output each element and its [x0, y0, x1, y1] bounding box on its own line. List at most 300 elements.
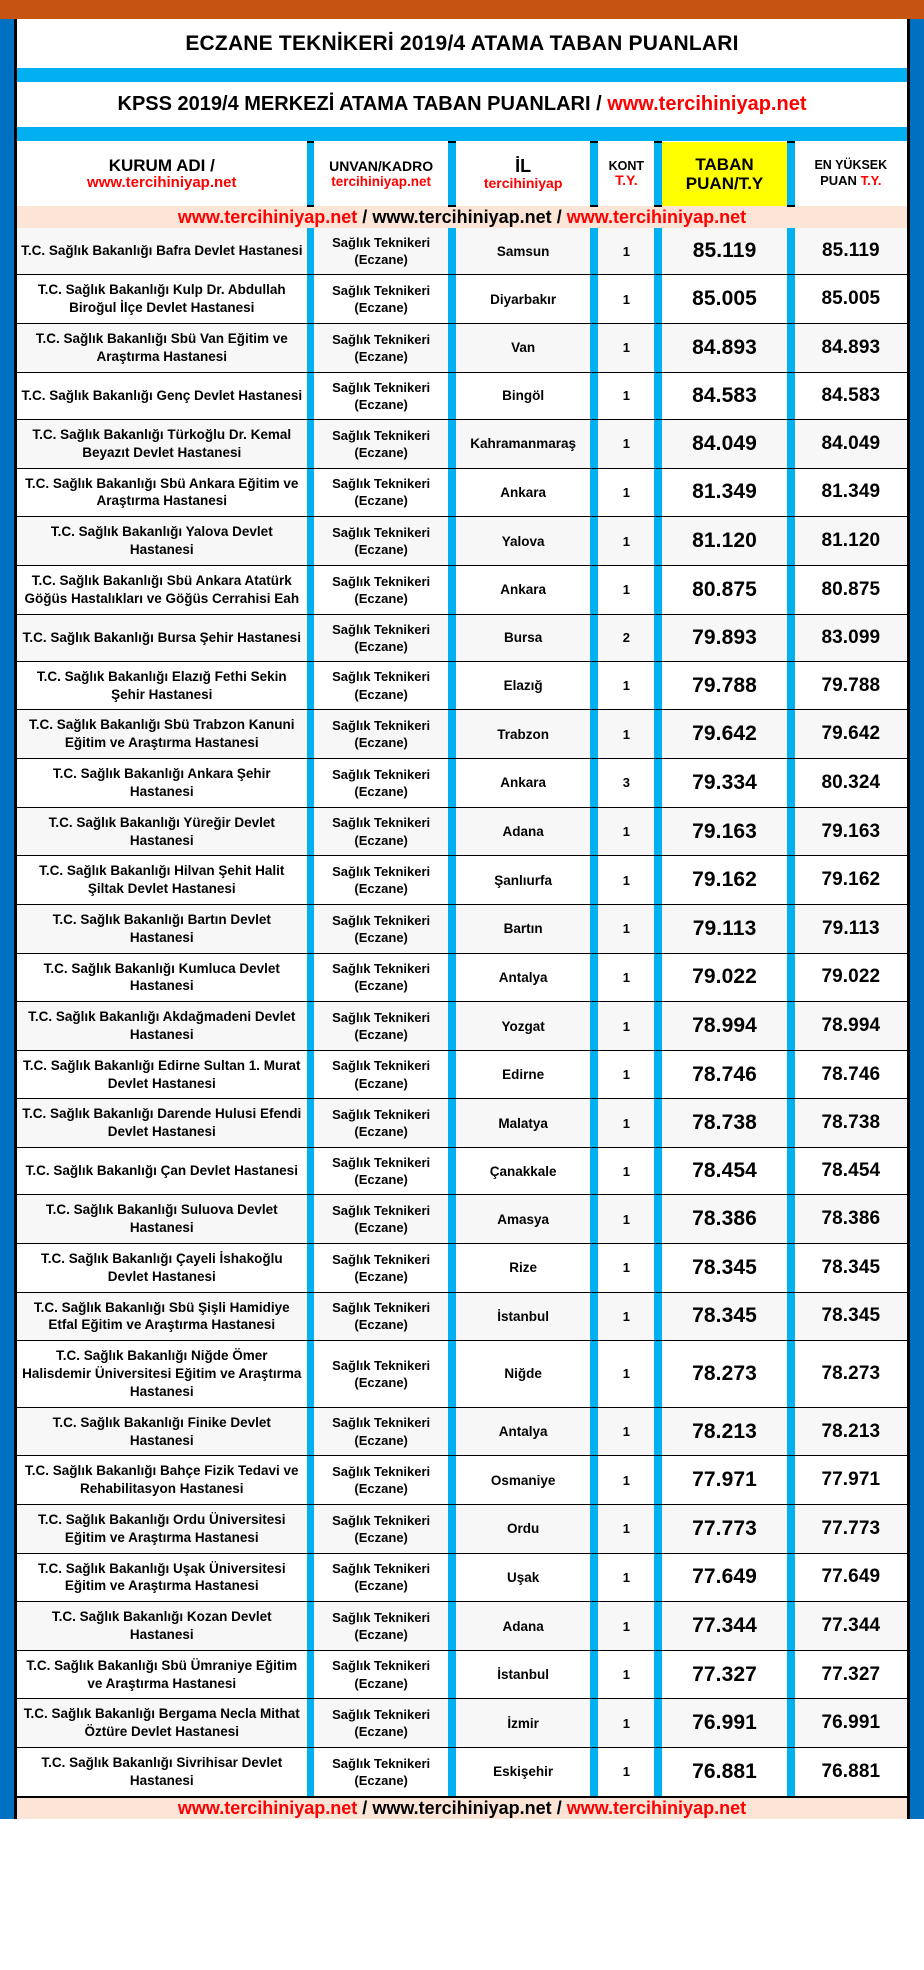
left-blue-rail [0, 19, 14, 1819]
cell-taban-puan: 79.022 [662, 953, 787, 1002]
kont-header-line1: KONT [608, 159, 645, 174]
column-separator [448, 661, 456, 710]
cell-unvan: Sağlık Teknikeri (Eczane) [314, 807, 448, 856]
cell-unvan: Sağlık Teknikeri (Eczane) [314, 1748, 448, 1797]
promo-link-3[interactable]: www.tercihiniyap.net [566, 1797, 747, 1818]
table-row [17, 1148, 907, 1195]
cell-kont: 1 [598, 661, 654, 710]
cell-kurum: T.C. Sağlık Bakanlığı Sivrihisar Devlet Hastanesi [17, 1748, 307, 1797]
cell-taban-puan: 78.454 [662, 1148, 787, 1195]
cell-il: Elazığ [456, 661, 591, 710]
column-separator [307, 1456, 315, 1505]
table-row [17, 517, 907, 566]
column-separator [307, 904, 315, 953]
table-row [17, 324, 907, 373]
table-row [17, 904, 907, 953]
cell-en-yuksek-puan: 78.994 [795, 1002, 907, 1051]
cell-en-yuksek-puan: 76.991 [795, 1699, 907, 1748]
column-separator [787, 1341, 795, 1407]
column-separator [590, 1602, 598, 1651]
cell-taban-puan: 79.642 [662, 710, 787, 759]
column-separator [590, 468, 598, 517]
column-separator [448, 1553, 456, 1602]
column-separator [448, 420, 456, 469]
column-separator [448, 1099, 456, 1148]
column-separator [307, 1195, 315, 1244]
column-separator [590, 1504, 598, 1553]
cell-kont: 1 [598, 1292, 654, 1341]
cell-en-yuksek-puan: 78.746 [795, 1050, 907, 1099]
column-separator [590, 1748, 598, 1797]
cell-il: Osmaniye [456, 1456, 591, 1505]
column-separator [448, 1341, 456, 1407]
table-row [17, 275, 907, 324]
column-separator [787, 1650, 795, 1699]
taban-header-line2: PUAN/T.Y [685, 174, 764, 194]
cell-unvan: Sağlık Teknikeri (Eczane) [314, 468, 448, 517]
column-separator [590, 1002, 598, 1051]
cell-kurum: T.C. Sağlık Bakanlığı Kulp Dr. Abdullah Biroğul İlçe Devlet Hastanesi [17, 275, 307, 324]
column-separator [590, 1650, 598, 1699]
unvan-header-link[interactable]: tercihiniyap.net [331, 174, 432, 190]
cell-taban-puan: 77.971 [662, 1456, 787, 1505]
cell-kurum: T.C. Sağlık Bakanlığı Sbü Trabzon Kanuni Eğitim ve Araştırma Hastanesi [17, 710, 307, 759]
cell-en-yuksek-puan: 81.349 [795, 468, 907, 517]
column-separator [787, 807, 795, 856]
column-separator [448, 468, 456, 517]
column-separator [590, 1244, 598, 1293]
cell-unvan: Sağlık Teknikeri (Eczane) [314, 420, 448, 469]
cyan-divider-bottom [17, 127, 907, 141]
table-row [17, 1050, 907, 1099]
cell-kurum: T.C. Sağlık Bakanlığı Bafra Devlet Hastanesi [17, 228, 307, 275]
cell-kont: 1 [598, 1504, 654, 1553]
cell-en-yuksek-puan: 77.327 [795, 1650, 907, 1699]
column-separator [448, 1602, 456, 1651]
promo-sep-2: / [551, 1797, 567, 1818]
column-separator [654, 1407, 662, 1456]
column-separator [590, 614, 598, 661]
page-subtitle [17, 82, 907, 127]
column-separator [307, 661, 315, 710]
cell-en-yuksek-puan: 79.163 [795, 807, 907, 856]
cell-kont: 1 [598, 468, 654, 517]
cell-unvan: Sağlık Teknikeri (Eczane) [314, 1292, 448, 1341]
table-row [17, 1341, 907, 1407]
column-separator [787, 661, 795, 710]
column-separator [590, 1050, 598, 1099]
table-row [17, 228, 907, 275]
cell-en-yuksek-puan: 78.738 [795, 1099, 907, 1148]
column-separator [448, 1244, 456, 1293]
column-separator [307, 1504, 315, 1553]
cell-en-yuksek-puan: 84.049 [795, 420, 907, 469]
table-row [17, 759, 907, 808]
column-separator [448, 1650, 456, 1699]
cell-kurum: T.C. Sağlık Bakanlığı Niğde Ömer Halisdemir Üniversitesi Eğitim ve Araştırma Hastanesi [17, 1341, 307, 1407]
il-header-line1: İL [515, 156, 532, 177]
table-row [17, 807, 907, 856]
column-separator [307, 1099, 315, 1148]
cell-il: Ordu [456, 1504, 591, 1553]
column-header-en-yuksek-puan [795, 142, 907, 206]
column-separator [448, 953, 456, 1002]
cell-en-yuksek-puan: 77.773 [795, 1504, 907, 1553]
column-separator [787, 324, 795, 373]
cell-en-yuksek-puan: 78.386 [795, 1195, 907, 1244]
cell-kont: 1 [598, 807, 654, 856]
cell-kont: 1 [598, 710, 654, 759]
column-separator [307, 856, 315, 905]
cell-taban-puan: 84.893 [662, 324, 787, 373]
enyuksek-header-line2-red: T.Y. [860, 173, 882, 189]
column-separator [787, 1099, 795, 1148]
column-separator [448, 759, 456, 808]
column-separator [787, 1002, 795, 1051]
cell-kont: 1 [598, 228, 654, 275]
cell-unvan: Sağlık Teknikeri (Eczane) [314, 614, 448, 661]
column-separator [590, 1195, 598, 1244]
cell-il: İstanbul [456, 1650, 591, 1699]
column-separator [307, 1244, 315, 1293]
column-separator [590, 1553, 598, 1602]
column-separator [448, 1148, 456, 1195]
column-separator [448, 1292, 456, 1341]
column-separator [787, 759, 795, 808]
cell-il: Bursa [456, 614, 591, 661]
top-orange-bar [0, 0, 924, 19]
page-title: ECZANE TEKNİKERİ 2019/4 ATAMA TABAN PUANLARI [17, 19, 907, 68]
column-separator [654, 1748, 662, 1797]
column-separator [448, 1195, 456, 1244]
column-separator [307, 142, 315, 206]
kurum-header-line1: KURUM ADI / [108, 156, 215, 176]
column-separator [590, 759, 598, 808]
cell-taban-puan: 78.746 [662, 1050, 787, 1099]
cell-kurum: T.C. Sağlık Bakanlığı Türkoğlu Dr. Kemal Beyazıt Devlet Hastanesi [17, 420, 307, 469]
column-separator [654, 1602, 662, 1651]
column-header-unvan [314, 142, 448, 206]
table-row [17, 1699, 907, 1748]
promo-link-2[interactable]: www.tercihiniyap.net [372, 1797, 552, 1818]
column-separator [654, 324, 662, 373]
cell-kont: 1 [598, 1244, 654, 1293]
table-row [17, 1099, 907, 1148]
cell-en-yuksek-puan: 83.099 [795, 614, 907, 661]
column-separator [654, 468, 662, 517]
column-separator [654, 904, 662, 953]
column-separator [654, 661, 662, 710]
column-separator [590, 807, 598, 856]
column-separator [654, 1002, 662, 1051]
cell-kont: 1 [598, 372, 654, 419]
cell-kont: 1 [598, 324, 654, 373]
cell-il: Uşak [456, 1553, 591, 1602]
cell-taban-puan: 85.005 [662, 275, 787, 324]
cell-kont: 3 [598, 759, 654, 808]
column-separator [787, 1456, 795, 1505]
cell-kont: 1 [598, 1195, 654, 1244]
column-separator [787, 710, 795, 759]
column-separator [448, 142, 456, 206]
column-separator [590, 661, 598, 710]
subtitle-black-text: KPSS 2019/4 MERKEZİ ATAMA TABAN PUANLARI / [117, 93, 608, 116]
cell-kont: 1 [598, 904, 654, 953]
cell-kont: 1 [598, 1650, 654, 1699]
cell-kont: 1 [598, 1099, 654, 1148]
cell-il: İzmir [456, 1699, 591, 1748]
cell-unvan: Sağlık Teknikeri (Eczane) [314, 661, 448, 710]
cell-taban-puan: 78.273 [662, 1341, 787, 1407]
promo-link-3[interactable]: www.tercihiniyap.net [566, 207, 747, 228]
column-separator [590, 228, 598, 275]
column-separator [448, 614, 456, 661]
cell-kurum: T.C. Sağlık Bakanlığı Ankara Şehir Hastanesi [17, 759, 307, 808]
column-separator [654, 1553, 662, 1602]
cell-taban-puan: 78.213 [662, 1407, 787, 1456]
column-separator [590, 1099, 598, 1148]
cell-unvan: Sağlık Teknikeri (Eczane) [314, 372, 448, 419]
cell-taban-puan: 81.349 [662, 468, 787, 517]
cell-unvan: Sağlık Teknikeri (Eczane) [314, 953, 448, 1002]
cell-unvan: Sağlık Teknikeri (Eczane) [314, 1002, 448, 1051]
column-separator [654, 614, 662, 661]
cell-il: Adana [456, 807, 591, 856]
table-row [17, 1748, 907, 1797]
promo-banner-top [17, 206, 907, 228]
cell-taban-puan: 78.994 [662, 1002, 787, 1051]
kont-header-line2: T.Y. [615, 172, 638, 189]
column-separator [787, 1195, 795, 1244]
column-separator [307, 1650, 315, 1699]
cell-en-yuksek-puan: 79.642 [795, 710, 907, 759]
column-separator [307, 372, 315, 419]
cell-kont: 1 [598, 1602, 654, 1651]
column-separator [590, 856, 598, 905]
column-separator [654, 1099, 662, 1148]
column-separator [590, 372, 598, 419]
column-separator [654, 1244, 662, 1293]
column-separator [787, 1504, 795, 1553]
table-row [17, 1456, 907, 1505]
column-separator [654, 1148, 662, 1195]
column-separator [787, 1407, 795, 1456]
cell-en-yuksek-puan: 79.788 [795, 661, 907, 710]
cell-il: Malatya [456, 1099, 591, 1148]
promo-banner-top-cell [17, 206, 907, 228]
column-separator [307, 228, 315, 275]
cyan-divider-top [17, 68, 907, 82]
cell-il: İstanbul [456, 1292, 591, 1341]
promo-link-1[interactable]: www.tercihiniyap.net [177, 207, 358, 228]
column-separator [787, 142, 795, 206]
cell-en-yuksek-puan: 85.005 [795, 275, 907, 324]
subtitle-site-link[interactable]: www.tercihiniyap.net [607, 93, 807, 116]
column-separator [654, 142, 662, 206]
column-separator [654, 759, 662, 808]
promo-sep-1: / [357, 207, 373, 228]
column-header-il [456, 142, 591, 206]
column-separator [448, 1407, 456, 1456]
column-separator [654, 1341, 662, 1407]
cell-il: Antalya [456, 1407, 591, 1456]
column-separator [787, 1602, 795, 1651]
column-separator [654, 807, 662, 856]
table-row [17, 1002, 907, 1051]
column-separator [590, 1456, 598, 1505]
cell-kurum: T.C. Sağlık Bakanlığı Çayeli İshakoğlu Devlet Hastanesi [17, 1244, 307, 1293]
cell-en-yuksek-puan: 79.162 [795, 856, 907, 905]
enyuksek-header-line2 [820, 173, 881, 188]
column-separator [448, 1050, 456, 1099]
column-separator [787, 1699, 795, 1748]
column-separator [654, 1699, 662, 1748]
table-row [17, 953, 907, 1002]
column-separator [448, 228, 456, 275]
table-row [17, 420, 907, 469]
cell-kurum: T.C. Sağlık Bakanlığı Ordu Üniversitesi Eğitim ve Araştırma Hastanesi [17, 1504, 307, 1553]
cell-unvan: Sağlık Teknikeri (Eczane) [314, 1407, 448, 1456]
column-separator [654, 1050, 662, 1099]
table-row [17, 1292, 907, 1341]
cell-kont: 1 [598, 275, 654, 324]
column-separator [448, 1504, 456, 1553]
column-separator [448, 856, 456, 905]
column-separator [787, 517, 795, 566]
cell-kurum: T.C. Sağlık Bakanlığı Darende Hulusi Efendi Devlet Hastanesi [17, 1099, 307, 1148]
column-separator [448, 710, 456, 759]
promo-link-2[interactable]: www.tercihiniyap.net [372, 207, 552, 228]
promo-link-1[interactable]: www.tercihiniyap.net [177, 1797, 358, 1818]
column-separator [307, 1553, 315, 1602]
cell-kont: 1 [598, 1456, 654, 1505]
cell-kont: 1 [598, 1407, 654, 1456]
table-body [17, 228, 907, 1797]
cell-kurum: T.C. Sağlık Bakanlığı Suluova Devlet Hastanesi [17, 1195, 307, 1244]
column-separator [590, 565, 598, 614]
frame-wrapper [0, 19, 924, 1819]
content-frame [14, 19, 910, 1819]
column-separator [307, 1292, 315, 1341]
column-separator [787, 1148, 795, 1195]
cell-kurum: T.C. Sağlık Bakanlığı Bursa Şehir Hastanesi [17, 614, 307, 661]
cell-unvan: Sağlık Teknikeri (Eczane) [314, 1148, 448, 1195]
table-row [17, 1195, 907, 1244]
cell-kurum: T.C. Sağlık Bakanlığı Kumluca Devlet Hastanesi [17, 953, 307, 1002]
cell-il: Samsun [456, 228, 591, 275]
column-separator [654, 565, 662, 614]
table-row [17, 710, 907, 759]
cell-il: Bingöl [456, 372, 591, 419]
cell-kont: 1 [598, 1050, 654, 1099]
promo-sep-2: / [551, 207, 567, 228]
cell-unvan: Sağlık Teknikeri (Eczane) [314, 1050, 448, 1099]
column-separator [590, 953, 598, 1002]
column-separator [590, 1148, 598, 1195]
right-blue-rail [910, 19, 924, 1819]
cell-kurum: T.C. Sağlık Bakanlığı Finike Devlet Hastanesi [17, 1407, 307, 1456]
cell-kont: 1 [598, 420, 654, 469]
column-separator [448, 372, 456, 419]
cell-kurum: T.C. Sağlık Bakanlığı Edirne Sultan 1. Murat Devlet Hastanesi [17, 1050, 307, 1099]
column-separator [448, 1002, 456, 1051]
cell-taban-puan: 77.649 [662, 1553, 787, 1602]
il-header-link[interactable]: tercihiniyap [483, 175, 563, 192]
cell-unvan: Sağlık Teknikeri (Eczane) [314, 1699, 448, 1748]
table-row [17, 614, 907, 661]
cell-kurum: T.C. Sağlık Bakanlığı Kozan Devlet Hastanesi [17, 1602, 307, 1651]
column-separator [307, 1148, 315, 1195]
cell-en-yuksek-puan: 78.273 [795, 1341, 907, 1407]
column-separator [590, 324, 598, 373]
cell-kont: 1 [598, 1341, 654, 1407]
column-separator [448, 904, 456, 953]
table-row [17, 1602, 907, 1651]
column-separator [787, 1050, 795, 1099]
enyuksek-header-line2-black: PUAN [820, 173, 861, 189]
cell-en-yuksek-puan: 77.344 [795, 1602, 907, 1651]
cell-unvan: Sağlık Teknikeri (Eczane) [314, 1195, 448, 1244]
column-separator [590, 1407, 598, 1456]
column-separator [654, 1292, 662, 1341]
column-separator [307, 324, 315, 373]
column-separator [654, 1650, 662, 1699]
column-separator [787, 856, 795, 905]
column-separator [307, 1748, 315, 1797]
cell-kurum: T.C. Sağlık Bakanlığı Sbü Ümraniye Eğitim ve Araştırma Hastanesi [17, 1650, 307, 1699]
cell-taban-puan: 76.991 [662, 1699, 787, 1748]
cell-taban-puan: 79.113 [662, 904, 787, 953]
cell-unvan: Sağlık Teknikeri (Eczane) [314, 1244, 448, 1293]
column-separator [590, 142, 598, 206]
column-separator [590, 275, 598, 324]
cell-taban-puan: 84.583 [662, 372, 787, 419]
column-separator [590, 710, 598, 759]
column-separator [448, 324, 456, 373]
table-row [17, 565, 907, 614]
table-row [17, 1244, 907, 1293]
cell-il: Rize [456, 1244, 591, 1293]
cell-taban-puan: 79.788 [662, 661, 787, 710]
cell-kont: 1 [598, 856, 654, 905]
kurum-header-link[interactable]: www.tercihiniyap.net [87, 174, 237, 192]
table-header-row [17, 142, 907, 206]
cell-kont: 1 [598, 953, 654, 1002]
column-separator [590, 420, 598, 469]
cell-unvan: Sağlık Teknikeri (Eczane) [314, 856, 448, 905]
column-separator [787, 372, 795, 419]
column-separator [654, 275, 662, 324]
cell-taban-puan: 84.049 [662, 420, 787, 469]
column-separator [787, 904, 795, 953]
cell-il: Yalova [456, 517, 591, 566]
cell-kurum: T.C. Sağlık Bakanlığı Elazığ Fethi Sekin Şehir Hastanesi [17, 661, 307, 710]
cell-taban-puan: 85.119 [662, 228, 787, 275]
cell-en-yuksek-puan: 84.583 [795, 372, 907, 419]
column-separator [654, 517, 662, 566]
column-separator [654, 372, 662, 419]
cell-il: Eskişehir [456, 1748, 591, 1797]
cell-unvan: Sağlık Teknikeri (Eczane) [314, 759, 448, 808]
cell-kurum: T.C. Sağlık Bakanlığı Sbü Şişli Hamidiye Etfal Eğitim ve Araştırma Hastanesi [17, 1292, 307, 1341]
cell-kurum: T.C. Sağlık Bakanlığı Sbü Ankara Eğitim ve Araştırma Hastanesi [17, 468, 307, 517]
cell-unvan: Sağlık Teknikeri (Eczane) [314, 1456, 448, 1505]
cell-kont: 1 [598, 1002, 654, 1051]
promo-sep-1: / [357, 1797, 373, 1818]
column-separator [307, 517, 315, 566]
cell-il: Van [456, 324, 591, 373]
cell-kurum: T.C. Sağlık Bakanlığı Bartın Devlet Hastanesi [17, 904, 307, 953]
